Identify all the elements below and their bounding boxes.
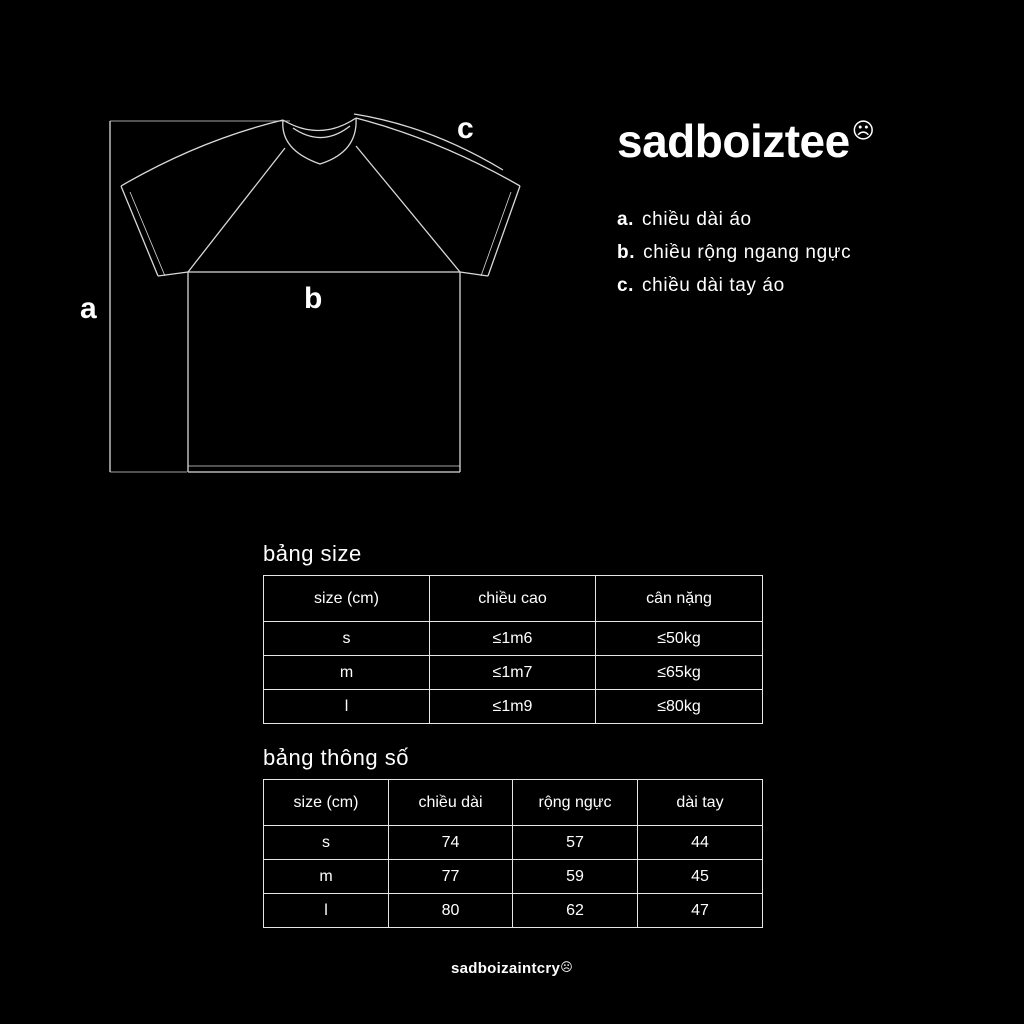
table-cell: 44 (638, 826, 763, 860)
tshirt-right-sleeve-cuff (488, 186, 520, 276)
legend-item-a (617, 203, 851, 236)
spec-table-title: bảng thông số (263, 745, 409, 770)
table-row (264, 690, 763, 724)
table-header-row (264, 780, 763, 826)
table-cell: 47 (638, 894, 763, 928)
table-cell: l (264, 894, 389, 928)
table-cell: s (264, 826, 389, 860)
frown-icon: ☹ (851, 118, 875, 143)
tshirt-right-raglan (356, 146, 460, 272)
table-row (264, 622, 763, 656)
table-cell: ≤1m6 (430, 622, 596, 656)
header-cell: chiều dài (389, 780, 513, 826)
size-table (263, 575, 763, 724)
brand-title (617, 115, 875, 167)
table-cell: 77 (389, 860, 513, 894)
table-cell: 74 (389, 826, 513, 860)
header-cell: cân nặng (596, 576, 763, 622)
legend-text: chiều dài tay áo (642, 275, 785, 296)
dimension-label-b: b (304, 282, 323, 315)
table-row (264, 826, 763, 860)
legend-key: b. (617, 242, 636, 263)
table-cell: m (264, 860, 389, 894)
table-row (264, 860, 763, 894)
table-cell: 62 (513, 894, 638, 928)
table-cell: ≤1m7 (430, 656, 596, 690)
header-cell: rộng ngực (513, 780, 638, 826)
legend-key: a. (617, 209, 635, 230)
tshirt-left-underarm (158, 272, 188, 276)
header-cell: size (cm) (264, 576, 430, 622)
frown-icon: ☹ (560, 960, 574, 974)
table-cell: ≤65kg (596, 656, 763, 690)
legend-item-c (617, 269, 851, 302)
table-cell: ≤1m9 (430, 690, 596, 724)
table-cell: 80 (389, 894, 513, 928)
dimension-label-a: a (80, 292, 97, 325)
footer-brand (0, 960, 1024, 977)
header-cell: size (cm) (264, 780, 389, 826)
tshirt-left-raglan (188, 148, 285, 272)
table-row (264, 656, 763, 690)
table-row (264, 894, 763, 928)
legend-text: chiều rộng ngang ngực (643, 242, 852, 263)
legend-key: c. (617, 275, 635, 296)
tshirt-left-sleeve-cuff (121, 186, 158, 276)
table-cell: ≤80kg (596, 690, 763, 724)
brand-name: sadboiztee (617, 115, 850, 167)
table-cell: s (264, 622, 430, 656)
header-cell: chiều cao (430, 576, 596, 622)
table-cell: ≤50kg (596, 622, 763, 656)
table-cell: m (264, 656, 430, 690)
tshirt-left-shoulder (121, 120, 283, 186)
tshirt-right-underarm (460, 272, 488, 276)
table-cell: 45 (638, 860, 763, 894)
size-table-title: bảng size (263, 541, 362, 566)
table-header-row (264, 576, 763, 622)
header-cell: dài tay (638, 780, 763, 826)
table-cell: l (264, 690, 430, 724)
table-cell: 57 (513, 826, 638, 860)
tshirt-right-sleeve-cuff-inner (481, 192, 511, 276)
footer-text: sadboizaintcry (450, 960, 561, 977)
spec-table (263, 779, 763, 928)
table-cell: 59 (513, 860, 638, 894)
legend-item-b (617, 236, 851, 269)
dimension-label-c: c (457, 112, 474, 145)
tshirt-left-sleeve-cuff-inner (130, 192, 165, 276)
measurement-legend (617, 203, 851, 302)
legend-text: chiều dài áo (642, 209, 752, 230)
